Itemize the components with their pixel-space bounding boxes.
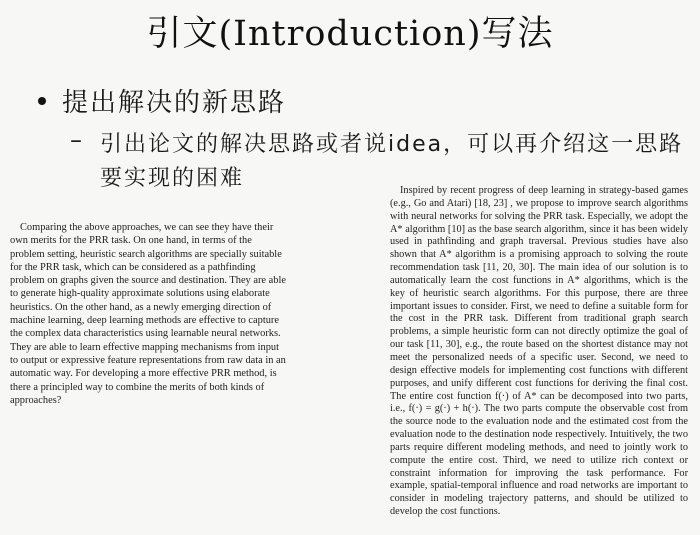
main-bullet — [30, 82, 286, 119]
paper-left-paragraph: Comparing the above approaches, we can see they have their own merits for the PRR task. On one hand, in terms of the problem setting, heuristic search algorithms are specially suitable for the PRR task, which can be considered as a pathfinding problem on graphs given the source and destination. They are able to generate high-quality approximate solutions using elaborate heuristics. On the other hand, as a newly emerging direction of machine learning, deep learning methods are effective to capture the complex data characteristics using learnable neural networks. They are able to learn effective mapping mechanisms from input to output or expressive feature representations from raw data in an automatic way. For developing a more effective PRR method, is there a principled way to combine the merits of both kinds of approaches? — [10, 222, 286, 406]
paper-right-paragraph: Inspired by recent progress of deep learning in strategy-based games (e.g., Go and Atari) [18, 23] , we propose to improve search algorithms with neural networks for solving the PRR task. Especially, we adopt the A* algorithm [10] as the base search algorithm, since it has been widely used in pathfinding and graph traversal. Previous studies have also shown that A* algorithm is a promising approach to solving the route recommendation task [11, 20, 30]. The main idea of our solution is to automatically learn the cost functions in A* algorithms, which is the key of heuristic search algorithms. For this purpose, there are three important issues to consider. First, we need to define a suitable form for the cost in the PRR task. Different from traditional graph search problems, a simple heuristic form can not directly optimize the goal of our task [11, 30], e.g., the route based on the shortest distance may not meet the personalized needs of a specific user. Second, we need to design effective models for implementing cost functions with different purposes, and unify different cost functions for deriving the final cost. The entire cost function f(·) of A* can be decomposed into two parts, i.e., f(·) = g(·) + h(·). The two parts compute the observable cost from the source node to the evaluation node and the estimated cost from the evaluation node to the destination node respectively. Intuitively, the two parts require different modeling methods, and need to jointly work to compute the entire cost. Third, we need to utilize rich context or constraint information for improving the task performance. For example, spatial-temporal influence and road networks are important to consider in modeling trajectory patterns, and should be utilized to develop the cost functions. — [390, 185, 688, 518]
bullet-text: 提出解决的新思路 — [62, 88, 287, 118]
sub-bullet-text: 引出论文的解决思路或者说idea，可以再介绍这一思路要实现的困难 — [100, 132, 684, 191]
dash-icon: – — [70, 126, 82, 154]
bullet-dot-icon — [38, 97, 46, 105]
slide-title: 引文(Introduction)写法 — [146, 14, 554, 54]
